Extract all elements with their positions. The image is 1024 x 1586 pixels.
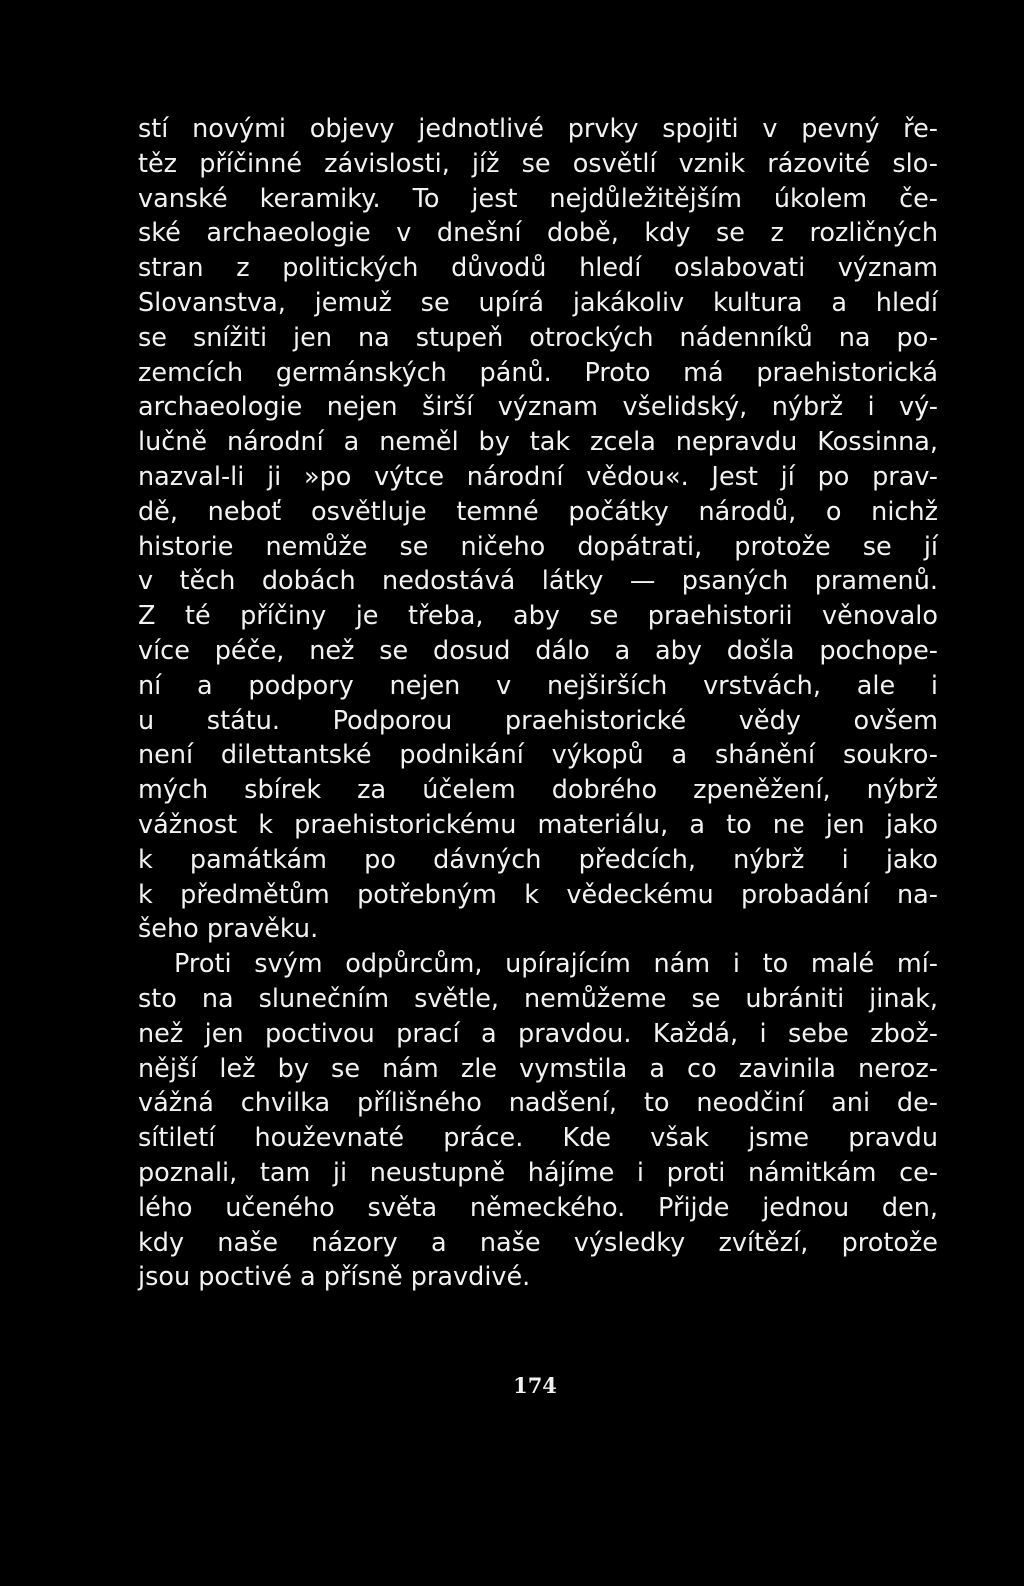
text-line: stí novými objevy jednotlivé prvky spojiti v pevný ře-: [138, 114, 938, 144]
text-line: vážná chvilka přílišného nadšení, to neodčiní ani de-: [138, 1088, 938, 1119]
paragraph-last-line: šeho pravěku.: [138, 914, 319, 945]
text-line: ní a podpory nejen v nejširších vrstvách, ale i: [138, 670, 938, 701]
text-line: stran z politických důvodů hledí oslabovati význam: [138, 253, 938, 284]
text-line: mých sbírek za účelem dobrého zpeněžení, nýbrž: [138, 775, 938, 806]
text-line: kdy naše názory a naše výsledky zvítězí, protože: [138, 1227, 938, 1258]
text-line: zemcích germánských pánů. Proto má praehistorická: [138, 357, 938, 388]
text-line: nazval-li ji »po výtce národní vědou«. Jest jí po prav-: [138, 461, 938, 492]
text-line: k památkám po dávných předcích, nýbrž i jako: [138, 844, 938, 875]
text-line: poznali, tam ji neustupně hájíme i proti námitkám ce-: [138, 1157, 938, 1188]
text-line: těz příčinné závislosti, jíž se osvětlí vznik rázovité slo-: [138, 148, 938, 179]
text-line: sítiletí houževnaté práce. Kde však jsme pravdu: [138, 1123, 938, 1154]
text-line: sto na slunečním světle, nemůžeme se ubrániti jinak,: [138, 983, 938, 1014]
text-line: Z té příčiny je třeba, aby se praehistorii věnovalo: [138, 601, 938, 632]
text-line: nější lež by se nám zle vymstila a co zavinila neroz-: [138, 1053, 938, 1084]
text-line: v těch dobách nedostává látky — psaných pramenů.: [138, 566, 938, 597]
page-number: 174: [513, 1373, 557, 1398]
text-line: než jen poctivou prací a pravdou. Každá, i sebe zbož-: [138, 1018, 938, 1049]
text-line: více péče, než se dosud dálo a aby došla pochope-: [138, 635, 938, 666]
text-line: Slovanstva, jemuž se upírá jakákoliv kultura a hledí: [138, 287, 938, 318]
text-line: se snížiti jen na stupeň otrockých nádenníků na po-: [138, 322, 938, 353]
text-line: není dilettantské podnikání výkopů a shánění soukro-: [138, 740, 938, 771]
text-line: archaeologie nejen širší význam všelidský, nýbrž i vý-: [138, 392, 938, 423]
paragraph-first-line: Proti svým odpůrcům, upírajícím nám i to malé mí-: [174, 949, 938, 980]
text-line: vážnost k praehistorickému materiálu, a to ne jen jako: [138, 809, 938, 840]
paragraph-last-line: jsou poctivé a přísně pravdivé.: [138, 1262, 531, 1293]
text-line: dě, neboť osvětluje temné počátky národů, o nichž: [138, 496, 938, 527]
body-text: [138, 112, 938, 1295]
text-line: u státu. Podporou praehistorické vědy ovšem: [138, 705, 938, 736]
text-line: lučně národní a neměl by tak zcela nepravdu Kossinna,: [138, 427, 938, 458]
text-line: historie nemůže se ničeho dopátrati, protože se jí: [138, 531, 938, 562]
text-line: k předmětům potřebným k vědeckému probadání na-: [138, 879, 938, 910]
text-line: vanské keramiky. To jest nejdůležitějším úkolem če-: [138, 183, 938, 214]
text-line: ské archaeologie v dnešní době, kdy se z rozličných: [138, 218, 938, 249]
text-line: lého učeného světa německého. Přijde jednou den,: [138, 1192, 938, 1223]
